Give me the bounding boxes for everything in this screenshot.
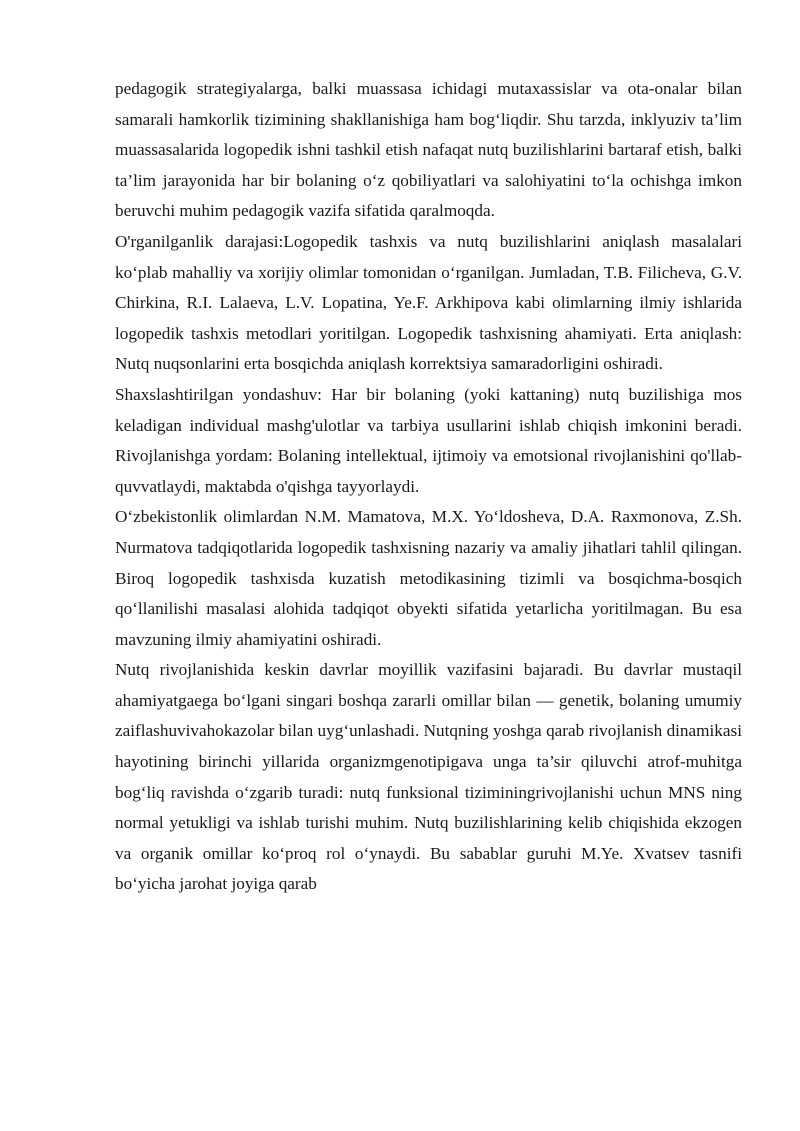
- paragraph-uzbek-scholars: O‘zbekistonlik olimlardan N.M. Mamatova, M.X. Yo‘ldosheva, D.A. Raxmonova, Z.Sh. Nurmatova tadqiqotlarida logopedik tashxisning nazariy va amaliy jihatlari tahlil qilingan. Biroq logopedik tashxisda kuzatish metodikasining tizimli va bosqichma-bosqich qo‘llanilishi masalasi alohida tadqiqot obyekti sifatida yetarlicha yoritilmagan. Bu esa mavzuning ilmiy ahamiyatini oshiradi.: [115, 507, 742, 649]
- paragraph-study-level: O'rganilganlik darajasi:Logopedik tashxis va nutq buzilishlarini aniqlash masalalari ko‘plab mahalliy va xorijiy olimlar tomonidan o‘rganilgan. Jumladan, T.B. Filicheva, G.V. Chirkina, R.I. Lalaeva, L.V. Lopatina, Ye.F. Arkhipova kabi olimlarning ilmiy ishlarida logopedik tashxis metodlari yoritilgan. Logopedik tashxisning ahamiyati. Erta aniqlash: Nutq nuqsonlarini erta bosqichda aniqlash korrektsiya samaradorligini oshiradi.: [115, 231, 742, 374]
- paragraph-intro: pedagogik strategiyalarga, balki muassasa ichidagi mutaxassislar va ota-onalar bilan samarali hamkorlik tizimining shakllanishiga ham bog‘liqdir. Shu tarzda, inklyuziv ta’lim muassasalarida logopedik ishni tashkil etish nafaqat nutq buzilishlarini bartaraf etish, balki ta’lim jarayonida har bir bolaning o‘z qobiliyatlari va salohiyatini to‘la ochishga imkon beruvchi muhim pedagogik vazifa sifatida qaralmoqda.: [115, 79, 742, 221]
- paragraph-individual-approach: Shaxslashtirilgan yondashuv: Har bir bolaning (yoki kattaning) nutq buzilishiga mos keladigan individual mashg'ulotlar va tarbiya usullarini ishlab chiqish imkonini beradi. Rivojlanishga yordam: Bolaning intellektual, ijtimoiy va emotsional rivojlanishini qo'llab-quvvatlaydi, maktabda o'qishga tayyorlaydi.: [115, 384, 742, 496]
- document-body: [115, 74, 742, 900]
- paragraph-speech-development: Nutq rivojlanishida keskin davrlar moyillik vazifasini bajaradi. Bu davrlar mustaqil ahamiyatgaega bo‘lgani singari boshqa zararli omillar bilan — genetik, bolaning umumiy zaiflashuvivahokazolar bilan uyg‘unlashadi. Nutqning yoshga qarab rivojlanish dinamikasi hayotining birinchi yillarida organizmgenotipigava unga ta’sir qiluvchi atrof-muhitga bog‘liq ravishda o‘zgarib turadi: nutq funksional tiziminingrivojlanishi uchun MNS ning normal yetukligi va ishlab turishi muhim. Nutq buzilishlarining kelib chiqishida ekzogen va organik omillar ko‘proq rol o‘ynaydi. Bu sabablar guruhi M.Ye. Xvatsev tasnifi bo‘yicha jarohat joyiga qarab: [115, 660, 742, 894]
